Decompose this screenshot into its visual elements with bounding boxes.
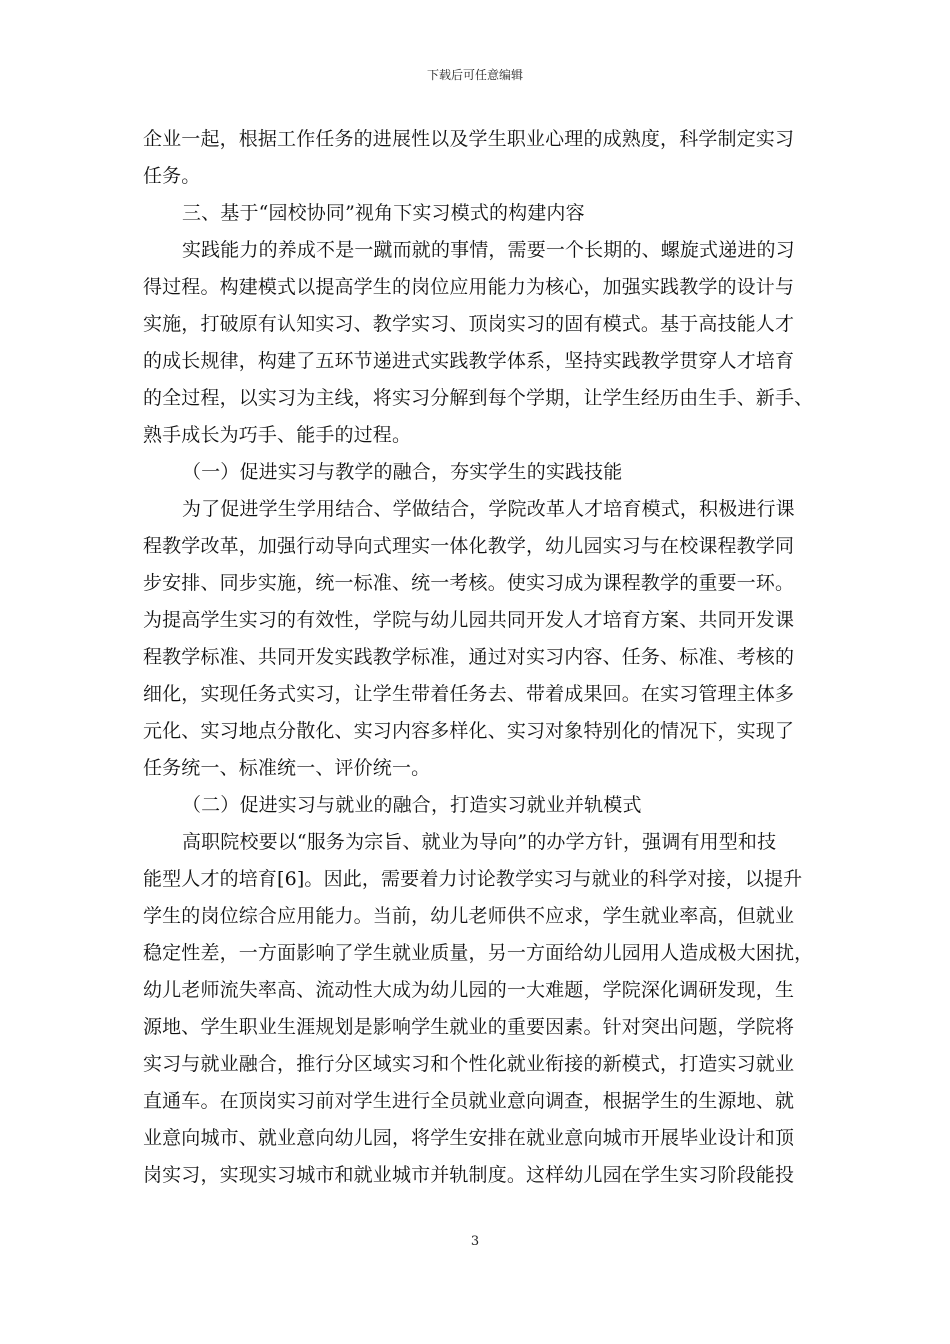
text-line: 为提高学生实习的有效性，学院与幼儿园共同开发人才培育方案、共同开发课 [143,609,795,631]
text-line: 学生的岗位综合应用能力。当前，幼儿老师供不应求，学生就业率高，但就业 [143,905,795,927]
text-line: 能型人才的培育[6]。因此，需要着力讨论教学实习与就业的科学对接，以提升 [143,868,803,890]
text-line: 熟手成长为巧手、能手的过程。 [143,424,412,446]
body-text [143,121,814,1194]
text-line: 程教学标准、共同开发实践教学标准，通过对实习内容、任务、标准、考核的 [143,646,795,668]
text-line: 岗实习，实现实习城市和就业城市并轨制度。这样幼儿园在学生实习阶段能投 [143,1164,795,1186]
header-note: 下载后可任意编辑 [426,68,523,82]
text-line: 步安排、同步实施，统一标准、统一考核。使实习成为课程教学的重要一环。 [143,572,795,594]
text-line: 稳定性差，一方面影响了学生就业质量，另一方面给幼儿园用人造成极大困扰， [143,942,814,964]
text-line: 企业一起，根据工作任务的进展性以及学生职业心理的成熟度，科学制定实习 [143,128,795,150]
text-line: 实践能力的养成不是一蹴而就的事情，需要一个长期的、螺旋式递进的习 [182,239,795,261]
text-line: 为了促进学生学用结合、学做结合，学院改革人才培育模式，积极进行课 [182,498,795,520]
text-line: 直通车。在顶岗实习前对学生进行全员就业意向调查，根据学生的生源地、就 [143,1090,795,1112]
text-line: 任务统一、标准统一、评价统一。 [143,757,431,779]
text-line: 的成长规律，构建了五环节递进式实践教学体系，坚持实践教学贯穿人才培育 [143,350,795,372]
text-line: 幼儿老师流失率高、流动性大成为幼儿园的一大难题，学院深化调研发现，生 [143,979,795,1001]
text-line: 实习与就业融合，推行分区域实习和个性化就业衔接的新模式，打造实习就业 [143,1053,795,1075]
text-line: 实施，打破原有认知实习、教学实习、顶岗实习的固有模式。基于高技能人才 [143,313,795,335]
text-line: 业意向城市、就业意向幼儿园，将学生安排在就业意向城市开展毕业设计和顶 [143,1127,795,1149]
text-line: 任务。 [143,165,201,187]
text-line: 得过程。构建模式以提高学生的岗位应用能力为核心，加强实践教学的设计与 [143,276,795,298]
text-line: 细化，实现任务式实习，让学生带着任务去、带着成果回。在实习管理主体多 [143,683,795,705]
section-heading: 三、基于“园校协同”视角下实习模式的构建内容 [182,202,585,224]
text-line: 源地、学生职业生涯规划是影响学生就业的重要因素。针对突出问题，学院将 [143,1016,795,1038]
text-line: 程教学改革，加强行动导向式理实一体化教学，幼儿园实习与在校课程教学同 [143,535,795,557]
subsection-heading: （二）促进实习与就业的融合，打造实习就业并轨模式 [182,794,642,816]
text-line: 元化、实习地点分散化、实习内容多样化、实习对象特别化的情况下，实现了 [143,720,795,742]
subsection-heading: （一）促进实习与教学的融合，夯实学生的实践技能 [182,461,623,483]
text-line: 高职院校要以“服务为宗旨、就业为导向”的办学方针，强调有用型和技 [182,831,777,853]
text-line: 的全过程，以实习为主线，将实习分解到每个学期，让学生经历由生手、新手、 [143,387,814,409]
page-number: 3 [470,1234,480,1249]
